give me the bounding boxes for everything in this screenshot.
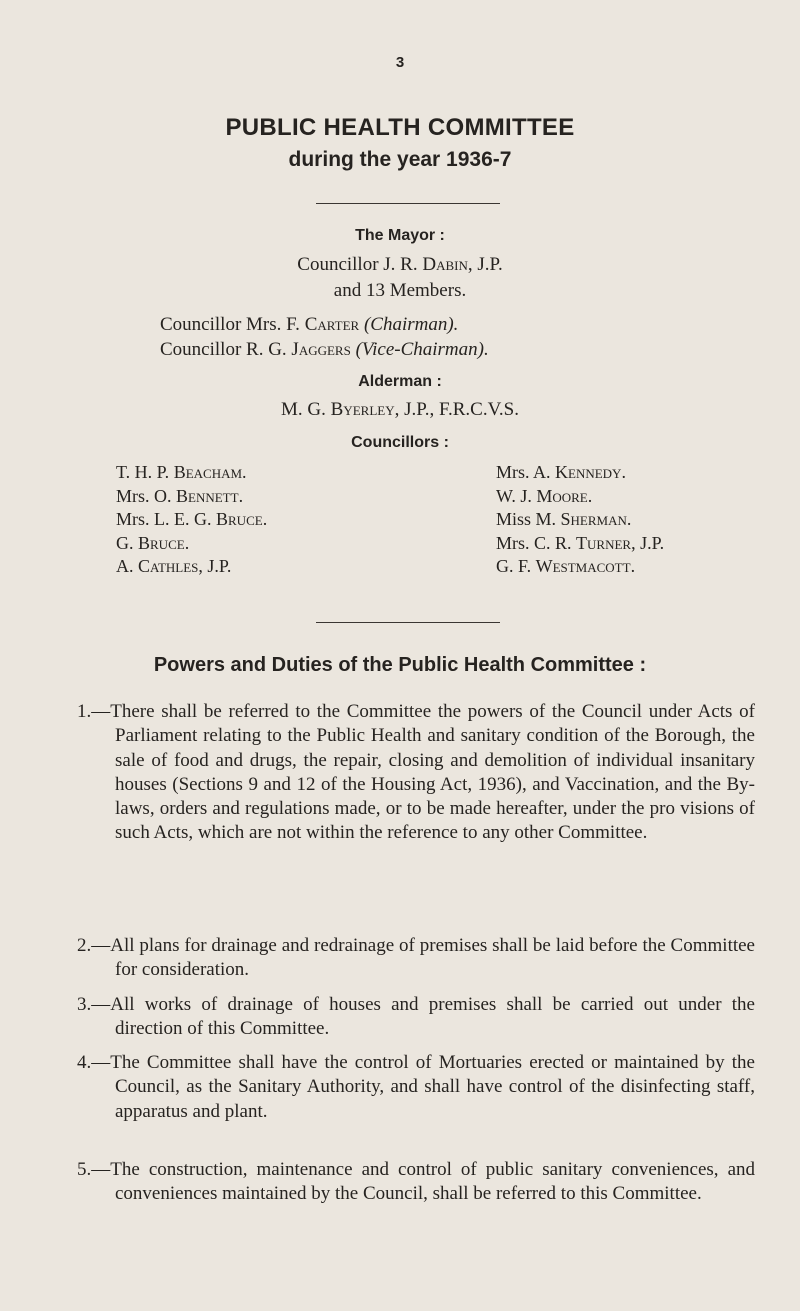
councillor-surname: Moore — [536, 485, 588, 506]
vice-chairman-surname: Jaggers — [291, 339, 351, 360]
alderman-prefix: M. G. — [281, 399, 331, 420]
councillor-surname: Bruce — [138, 532, 185, 553]
councillor-surname: Cathles — [138, 556, 199, 576]
vice-chairman-prefix: Councillor R. G. — [160, 339, 292, 360]
chairman-surname: Carter — [304, 314, 360, 335]
powers-heading: Powers and Duties of the Public Health Committee : — [153, 654, 647, 676]
councillor-entry — [496, 532, 664, 556]
mayor-surname: Dabin — [422, 254, 468, 275]
mayor-name-line — [0, 254, 800, 276]
councillors-heading: Councillors : — [351, 434, 449, 451]
councillor-suffix: . — [262, 509, 268, 529]
councillor-suffix: . — [238, 485, 244, 506]
councillor-initials: Mrs. A. — [496, 462, 556, 482]
councillor-suffix: . — [630, 556, 636, 576]
councillor-initials: T. H. P. — [116, 462, 174, 482]
chairman-role: (Chairman). — [363, 314, 459, 335]
vice-chairman-line — [160, 339, 489, 361]
page-number: 3 — [395, 54, 405, 71]
councillor-entry — [496, 555, 664, 579]
councillor-surname: Beacham — [173, 462, 243, 482]
mayor-heading: The Mayor : — [355, 227, 445, 244]
alderman-heading: Alderman : — [358, 373, 442, 390]
councillor-surname: Kennedy — [555, 462, 622, 482]
councillor-surname: Bruce — [216, 509, 263, 529]
councillor-initials: G. — [116, 532, 138, 553]
councillor-suffix: . — [621, 462, 626, 482]
councillor-initials: A. — [116, 556, 138, 576]
duty-paragraph: 2.—All plans for drainage and redrainage of premises shall be laid before the Committee for consideration. — [77, 935, 755, 981]
councillor-initials: G. F. — [496, 556, 536, 576]
councillor-suffix: , J.P. — [631, 532, 665, 553]
councillor-initials: W. J. — [496, 485, 537, 506]
alderman-name-line — [0, 399, 800, 421]
councillor-entry — [116, 508, 267, 532]
councillors-left-column — [116, 461, 267, 579]
councillor-entry — [116, 532, 267, 556]
alderman-suffix: , J.P., F.R.C.V.S. — [394, 399, 519, 420]
vice-chairman-role: (Vice-Chairman). — [355, 339, 489, 360]
councillor-entry — [116, 555, 267, 579]
councillor-surname: Westmacott — [535, 556, 631, 576]
divider-middle — [316, 622, 500, 623]
duty-paragraph: 3.—All works of drainage of houses and premises shall be carried out under the direction of this Committee. — [77, 994, 755, 1040]
councillor-initials: Mrs. C. R. — [496, 532, 577, 553]
alderman-surname: Byerley — [330, 399, 395, 420]
chairman-prefix: Councillor Mrs. F. — [160, 314, 305, 335]
councillors-right-column — [496, 461, 664, 579]
councillor-surname: Bennett — [176, 485, 239, 506]
chairman-line — [160, 314, 458, 336]
councillor-suffix: . — [626, 509, 632, 529]
councillor-entry — [496, 508, 664, 532]
councillor-entry — [116, 485, 267, 509]
duty-paragraph: 5.—The construction, maintenance and control of public sanitary conveniences, and conveniences maintained by the Council, shall be referred to this Committee. — [77, 1159, 755, 1205]
councillor-suffix: , J.P. — [198, 556, 232, 576]
councillor-initials: Mrs. L. E. G. — [116, 509, 216, 529]
councillor-entry — [496, 461, 664, 485]
mayor-prefix: Councillor J. R. — [297, 254, 423, 275]
councillor-initials: Miss M. — [496, 509, 561, 529]
page-title: PUBLIC HEALTH COMMITTEE — [225, 114, 575, 141]
page-subtitle: during the year 1936-7 — [288, 148, 512, 171]
mayor-members-line: and 13 Members. — [333, 280, 467, 301]
councillor-surname: Turner — [576, 532, 632, 553]
councillor-entry — [116, 461, 267, 485]
councillor-suffix: . — [242, 462, 247, 482]
councillor-suffix: . — [587, 485, 593, 506]
mayor-suffix: , J.P. — [467, 254, 503, 275]
divider-top — [316, 203, 500, 204]
councillor-initials: Mrs. O. — [116, 485, 177, 506]
councillor-entry — [496, 485, 664, 509]
duty-paragraph: 4.—The Committee shall have the control of Mortuaries erected or maintained by the Council, as the Sanitary Authority, and shall have control of the disinfecting staff, apparatus and plant. — [77, 1052, 755, 1122]
duty-paragraph: 1.—There shall be referred to the Committee the powers of the Council under Acts of Parliament relating to the Public Health and sanitary condition of the Borough, the sale of food and drugs, the repair, closing and demolition of individual insanitary houses (Sections 9 and 12 of the Housing Act, 1936), and Vaccination, and the By-laws, orders and regulations made, or to be made hereafter, under the pro visions of such Acts, which are not within the reference to any other Committee. — [77, 701, 755, 844]
councillor-surname: Sherman — [560, 509, 627, 529]
councillor-suffix: . — [184, 532, 190, 553]
